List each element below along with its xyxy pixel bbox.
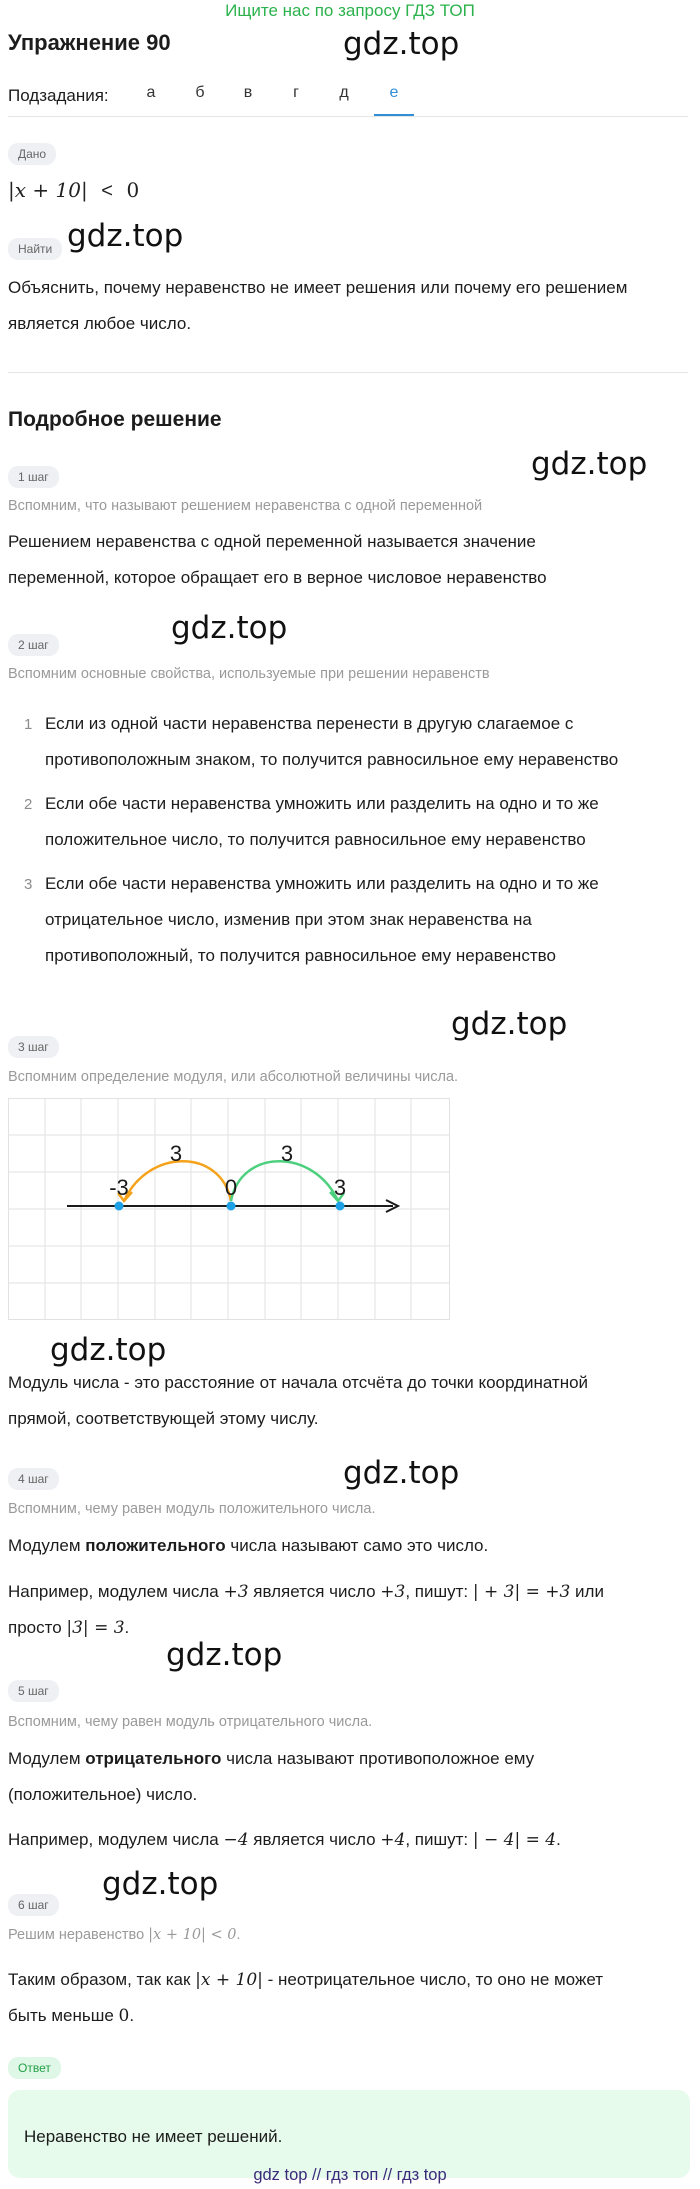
point-neg3 — [115, 1202, 124, 1211]
tab-subtask-v[interactable]: в — [243, 84, 253, 101]
number-line-figure — [8, 1098, 450, 1320]
point-3 — [336, 1202, 345, 1211]
solution-title: Подробное решение — [8, 408, 222, 431]
search-banner: Ищите нас по запросу ГДЗ ТОП — [225, 1, 475, 20]
step-5-text-1: Модулем отрицательного числа называют противоположное ему (положительное) число. — [8, 1749, 535, 1804]
right-arc — [231, 1161, 338, 1201]
step-3-hint: Вспомним определение модуля, или абсолютной величины числа. — [8, 1069, 459, 1085]
list-item-number: 3 — [24, 876, 33, 893]
point-label-neg3: -3 — [109, 1175, 129, 1200]
step-3-badge: 3 шаг — [8, 1036, 59, 1058]
list-item: Если обе части неравенства умножить или разделить на одно и то же положительное число, то получится равносильное ему неравенство — [45, 794, 599, 849]
watermark: gdz.top — [171, 610, 288, 646]
step-5-badge: 5 шаг — [8, 1680, 59, 1702]
step-4-text-1: Модулем положительного числа называют само это число. — [8, 1536, 489, 1555]
point-label-3: 3 — [333, 1175, 347, 1200]
point-label-0: 0 — [224, 1175, 238, 1200]
step-6-text: Таким образом, так как |x + 10| - неотрицательное число, то оно не может быть меньше 0. — [8, 1970, 603, 2026]
left-arc — [124, 1161, 231, 1201]
list-item: Если из одной части неравенства перенести в другую слагаемое с противоположным знаком, то получится равносильное ему неравенство — [45, 714, 619, 769]
step-5-text-2: Например, модулем числа −4 является число +4, пишут: | − 4| = 4. — [8, 1830, 561, 1850]
watermark: gdz.top — [343, 1455, 460, 1491]
given-badge: Дано — [8, 143, 56, 165]
answer-badge: Ответ — [8, 2057, 61, 2079]
tab-subtask-d[interactable]: д — [339, 84, 349, 101]
list-item-number: 2 — [24, 796, 33, 813]
divider — [8, 116, 688, 117]
watermark: gdz.top — [531, 446, 648, 482]
watermark: gdz.top — [343, 26, 460, 62]
footer-links: gdz top // гдз топ // гдз top — [253, 2166, 447, 2184]
list-item-number: 1 — [24, 716, 33, 733]
point-0 — [227, 1202, 236, 1211]
step-6-hint: Решим неравенство |x + 10| < 0. — [8, 1927, 241, 1943]
step-5-hint: Вспомним, чему равен модуль отрицательного числа. — [8, 1714, 373, 1730]
tab-subtask-b[interactable]: б — [195, 84, 205, 101]
tab-subtask-g[interactable]: г — [293, 84, 299, 101]
find-text: Объяснить, почему неравенство не имеет решения или почему его решением является любое число. — [8, 278, 628, 333]
step-4-badge: 4 шаг — [8, 1468, 59, 1490]
step-2-badge: 2 шаг — [8, 634, 59, 656]
subtasks-label: Подзадания: — [8, 86, 109, 105]
step-4-hint: Вспомним, чему равен модуль положительного числа. — [8, 1501, 376, 1517]
answer-text: Неравенство не имеет решений. — [24, 2127, 283, 2146]
watermark: gdz.top — [166, 1637, 283, 1673]
step-3-text: Модуль числа - это расстояние от начала отсчёта до точки координатной прямой, соответствующей этому числу. — [8, 1373, 589, 1428]
step-4-text-2: Например, модулем числа +3 является число +3, пишут: | + 3| = +3 или просто |3| = 3. — [8, 1582, 604, 1638]
watermark: gdz.top — [102, 1866, 219, 1902]
step-6-badge: 6 шаг — [8, 1894, 59, 1916]
step-1-text: Решением неравенства с одной переменной называется значение переменной, которое обращает его в верное числовое неравенство — [8, 532, 547, 587]
watermark: gdz.top — [67, 218, 184, 254]
step-1-hint: Вспомним, что называют решением неравенства с одной переменной — [8, 498, 483, 514]
page-title: Упражнение 90 — [8, 30, 171, 55]
step-1-badge: 1 шаг — [8, 466, 59, 488]
find-badge: Найти — [8, 238, 62, 260]
watermark: gdz.top — [451, 1006, 568, 1042]
tab-subtask-e[interactable]: е — [374, 84, 414, 116]
watermark: gdz.top — [50, 1332, 167, 1368]
given-expression: |x + 10| < 0 — [8, 178, 140, 202]
tab-subtask-a[interactable]: а — [146, 84, 156, 101]
right-arc-label: 3 — [280, 1141, 294, 1166]
divider — [8, 372, 688, 373]
list-item: Если обе части неравенства умножить или разделить на одно и то же отрицательное число, изменив при этом знак неравенства на противоположный, то получится равносильное ему неравенство — [45, 874, 599, 965]
step-2-hint: Вспомним основные свойства, используемые при решении неравенств — [8, 666, 490, 682]
left-arc-label: 3 — [169, 1141, 183, 1166]
